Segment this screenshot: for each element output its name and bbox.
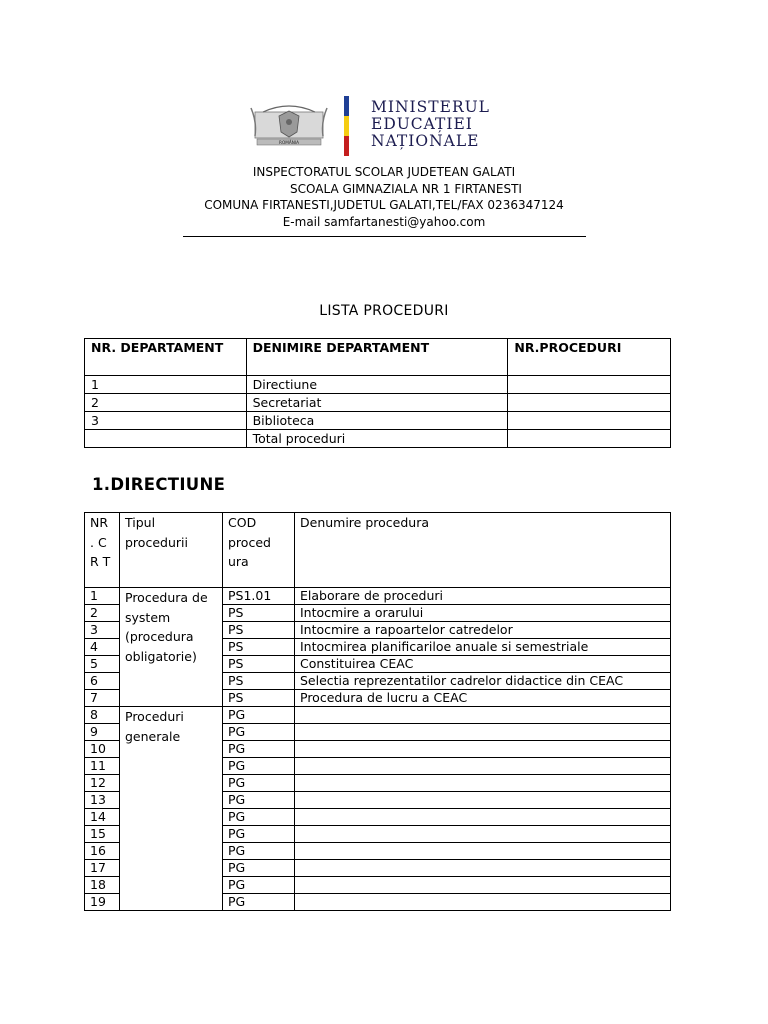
row-number-cell: 2 (85, 605, 120, 622)
row-number-cell: 15 (85, 826, 120, 843)
procedure-name-cell (295, 894, 671, 911)
header-address: COMUNA FIRTANESTI,JUDETUL GALATI,TEL/FAX 0236347124 (204, 198, 564, 212)
procedure-name-cell (295, 809, 671, 826)
procedure-code-cell: PS (223, 622, 295, 639)
procedure-name-cell (295, 843, 671, 860)
table-cell: 3 (85, 412, 247, 430)
procedure-code-cell: PG (223, 724, 295, 741)
header-cell: COD proced ura (223, 513, 295, 588)
procedure-code-cell: PG (223, 843, 295, 860)
row-number-cell: 5 (85, 656, 120, 673)
department-table (84, 338, 671, 448)
row-number-cell: 3 (85, 622, 120, 639)
row-number-cell: 10 (85, 741, 120, 758)
procedure-code-cell: PS1.01 (223, 588, 295, 605)
procedure-name-cell: Elaborare de proceduri (295, 588, 671, 605)
table-cell: 1 (85, 376, 247, 394)
table-cell: Biblioteca (246, 412, 508, 430)
procedure-code-cell: PG (223, 809, 295, 826)
row-number-cell: 9 (85, 724, 120, 741)
romania-coat-of-arms-icon (249, 102, 329, 146)
row-number-cell: 7 (85, 690, 120, 707)
row-number-cell: 6 (85, 673, 120, 690)
procedure-name-cell: Intocmire a rapoartelor catredelor (295, 622, 671, 639)
tricolor-flag (344, 96, 349, 156)
header-school: SCOALA GIMNAZIALA NR 1 FIRTANESTI (290, 181, 522, 196)
table-cell (508, 376, 671, 394)
procedure-code-cell: PG (223, 741, 295, 758)
table-row (85, 412, 671, 430)
table-cell: 2 (85, 394, 247, 412)
procedure-code-cell: PG (223, 775, 295, 792)
header-cell: NR.PROCEDURI (508, 339, 671, 376)
procedure-type-cell: Procedura de system (procedura obligatorie) (120, 588, 223, 707)
table-cell (508, 394, 671, 412)
procedure-code-cell: PG (223, 792, 295, 809)
table-header-row (85, 513, 671, 588)
procedure-name-cell (295, 707, 671, 724)
procedures-body (85, 588, 671, 911)
procedure-name-cell (295, 758, 671, 775)
row-number-cell: 12 (85, 775, 120, 792)
row-number-cell: 19 (85, 894, 120, 911)
table-header-row (85, 339, 671, 376)
header-email: E-mail samfartanesti@yahoo.com (282, 214, 486, 229)
ministry-line-3: NAȚIONALE (371, 132, 480, 150)
ministry-name (371, 99, 490, 150)
procedure-code-cell: PG (223, 894, 295, 911)
page-title: LISTA PROCEDURI (319, 303, 449, 319)
header-cell: Denumire procedura (295, 513, 671, 588)
row-number-cell: 1 (85, 588, 120, 605)
row-number-cell: 16 (85, 843, 120, 860)
table-cell (508, 430, 671, 448)
procedure-code-cell: PS (223, 673, 295, 690)
procedure-code-cell: PG (223, 758, 295, 775)
row-number-cell: 18 (85, 877, 120, 894)
section-title: 1.DIRECTIUNE (92, 475, 226, 494)
procedure-type-cell: Proceduri generale (120, 707, 223, 911)
procedure-name-cell (295, 741, 671, 758)
procedure-name-cell (295, 792, 671, 809)
procedure-code-cell: PS (223, 605, 295, 622)
svg-text:ROMÂNIA: ROMÂNIA (279, 140, 299, 145)
table-row (85, 376, 671, 394)
procedure-name-cell (295, 775, 671, 792)
table-cell: Directiune (246, 376, 508, 394)
procedure-code-cell: PG (223, 860, 295, 877)
ministry-line-1: MINISTERUL (371, 98, 490, 116)
procedure-code-cell: PS (223, 639, 295, 656)
ministry-logo (249, 96, 529, 156)
procedure-name-cell: Procedura de lucru a CEAC (295, 690, 671, 707)
procedures-table (84, 512, 671, 911)
row-number-cell: 13 (85, 792, 120, 809)
school-header (0, 164, 768, 230)
procedure-name-cell: Constituirea CEAC (295, 656, 671, 673)
procedure-code-cell: PG (223, 877, 295, 894)
procedure-name-cell: Intocmirea planificariloe anuale si semestriale (295, 639, 671, 656)
header-cell: NR . CR T (85, 513, 120, 588)
row-number-cell: 4 (85, 639, 120, 656)
procedure-name-cell (295, 877, 671, 894)
procedure-name-cell (295, 860, 671, 877)
header-cell: DENIMIRE DEPARTAMENT (246, 339, 508, 376)
procedure-code-cell: PG (223, 826, 295, 843)
procedure-name-cell: Selectia reprezentatilor cadrelor didactice din CEAC (295, 673, 671, 690)
table-row (85, 430, 671, 448)
header-divider (183, 236, 586, 237)
row-number-cell: 14 (85, 809, 120, 826)
ministry-line-2: EDUCAȚIEI (371, 115, 473, 133)
table-cell: Total proceduri (246, 430, 508, 448)
row-number-cell: 17 (85, 860, 120, 877)
procedure-code-cell: PG (223, 707, 295, 724)
procedure-code-cell: PS (223, 690, 295, 707)
procedure-name-cell: Intocmire a orarului (295, 605, 671, 622)
table-row (85, 707, 671, 724)
table-row (85, 394, 671, 412)
row-number-cell: 11 (85, 758, 120, 775)
table-row (85, 588, 671, 605)
header-cell: NR. DEPARTAMENT (85, 339, 247, 376)
header-cell: Tipul procedurii (120, 513, 223, 588)
header-inspectorate: INSPECTORATUL SCOLAR JUDETEAN GALATI (252, 165, 516, 179)
row-number-cell: 8 (85, 707, 120, 724)
procedure-code-cell: PS (223, 656, 295, 673)
table-cell (508, 412, 671, 430)
procedure-name-cell (295, 826, 671, 843)
procedure-name-cell (295, 724, 671, 741)
table-cell (85, 430, 247, 448)
table-cell: Secretariat (246, 394, 508, 412)
